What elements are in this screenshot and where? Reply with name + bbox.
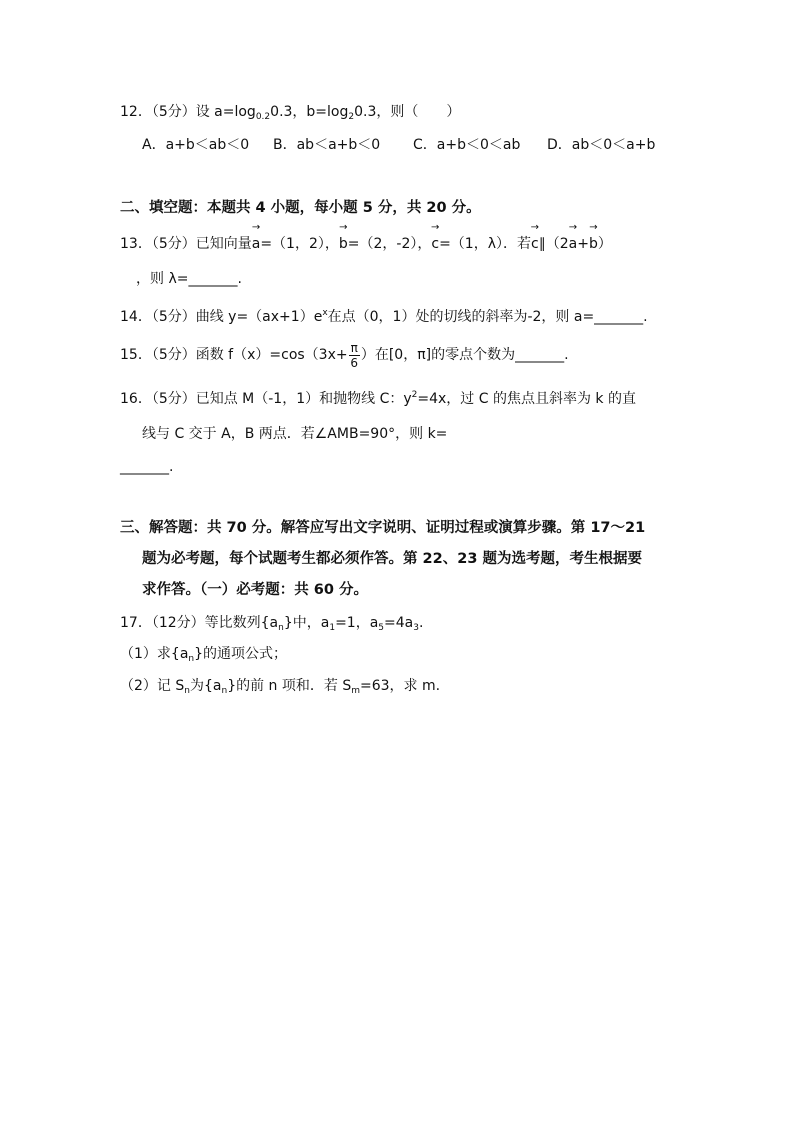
q12-text-b: 0.3，b=log — [270, 104, 349, 120]
q17-p2-sub-n-2: n — [221, 686, 228, 696]
vector-c: → c — [431, 234, 439, 254]
option-b: B．ab＜a+b＜0 — [273, 137, 381, 153]
q17-p2-text-d: =63，求 m. — [360, 678, 441, 694]
q17-sub-3: 3 — [413, 623, 419, 633]
section-3-heading-line-2: 题为必考题，每个试题考生都必须作答。第 22、23 题为选考题，考生根据要 — [142, 551, 642, 567]
section-3-heading-line-3: 求作答。（一）必考题：共 60 分。 — [142, 582, 369, 598]
q17-sub-1: 1 — [329, 623, 336, 633]
q17-p2-sub-n-1: n — [184, 686, 190, 696]
question-12-stem — [120, 102, 460, 122]
section-3-heading-line-1: 三、解答题：共 70 分。解答应写出文字说明、证明过程或演算步骤。第 17～21 — [120, 520, 646, 536]
question-16-line-1 — [120, 389, 636, 409]
fraction-denominator: 6 — [350, 355, 359, 370]
q12-log-base-1: 0.2 — [255, 112, 271, 122]
question-15 — [120, 338, 569, 372]
q13-eq-b: =（2，-2）， — [347, 236, 432, 252]
vector-c-2: → c — [531, 234, 539, 254]
question-16-answer-blank: _______. — [120, 459, 174, 475]
vector-a: → a — [252, 234, 261, 254]
fraction-numerator: π — [350, 340, 358, 355]
q14-text-b: 在点（0，1）处的切线的斜率为-2，则 a=_______. — [327, 309, 648, 325]
q14-exponent: x — [322, 308, 328, 318]
q12-log-base-2: 2 — [348, 112, 355, 122]
question-17-part-1 — [120, 644, 287, 664]
q17-p1-text-a: （1）求{a — [120, 646, 189, 662]
q17-text-c: =1，a — [335, 615, 379, 631]
pi-over-6-fraction — [349, 341, 360, 370]
q13-eq-c: =（1，λ）．若 — [439, 236, 532, 252]
q17-sub-5: 5 — [378, 623, 385, 633]
q16-text-a: 16．（5分）已知点 M（-1，1）和抛物线 C：y — [120, 391, 412, 407]
vector-b-2: → b — [589, 234, 598, 254]
q16-text-b: =4x，过 C 的焦点且斜率为 k 的直 — [417, 391, 636, 407]
q12-text-c: 0.3，则（ ） — [354, 104, 461, 120]
vector-b: → b — [339, 234, 348, 254]
option-a: A．a+b＜ab＜0 — [142, 137, 250, 153]
q17-text-a: 17．（12分）等比数列{a — [120, 615, 279, 631]
q13-prefix: 13．（5分）已知向量 — [120, 236, 252, 252]
question-13-stem — [120, 234, 612, 254]
q17-text-d: =4a — [384, 615, 414, 631]
vector-a-2: → a — [569, 234, 578, 254]
q13-eq-a: =（1，2）， — [260, 236, 339, 252]
question-17-part-2 — [120, 676, 440, 696]
option-c: C．a+b＜0＜ab — [413, 137, 521, 153]
option-d: D．ab＜0＜a+b — [547, 137, 656, 153]
section-2-heading: 二、填空题：本题共 4 小题，每小题 5 分，共 20 分。 — [120, 200, 481, 216]
q12-text-a: 12．（5分）设 a=log — [120, 104, 256, 120]
q17-p2-text-b: 为{a — [189, 678, 222, 694]
q13-close: ） — [597, 236, 612, 252]
q17-p2-text-a: （2）记 S — [120, 678, 185, 694]
question-16-line-2: 线与 C 交于 A，B 两点．若∠AMB=90°，则 k= — [142, 426, 448, 442]
q17-p1-text-b: }的通项公式； — [194, 646, 288, 662]
q15-text-b: ）在[0，π]的零点个数为_______. — [360, 347, 569, 363]
q17-text-b: }中，a — [283, 615, 330, 631]
q17-p2-text-c: }的前 n 项和．若 S — [227, 678, 352, 694]
q17-text-e: . — [418, 615, 424, 631]
question-13-line-2: ，则 λ=_______. — [136, 271, 242, 287]
question-12-options — [142, 135, 702, 155]
q13-parallel: ∥（2 — [538, 236, 569, 252]
q15-text-a: 15．（5分）函数 f（x）=cos（3x+ — [120, 347, 348, 363]
q17-p2-sub-m: m — [351, 686, 360, 696]
q16-exponent: 2 — [411, 390, 418, 400]
q14-text-a: 14．（5分）曲线 y=（ax+1）e — [120, 309, 323, 325]
question-14 — [120, 307, 648, 327]
question-17-stem — [120, 613, 423, 633]
q17-sub-n: n — [278, 623, 284, 633]
q13-plus: + — [577, 236, 589, 252]
q17-p1-sub-n: n — [188, 654, 195, 664]
